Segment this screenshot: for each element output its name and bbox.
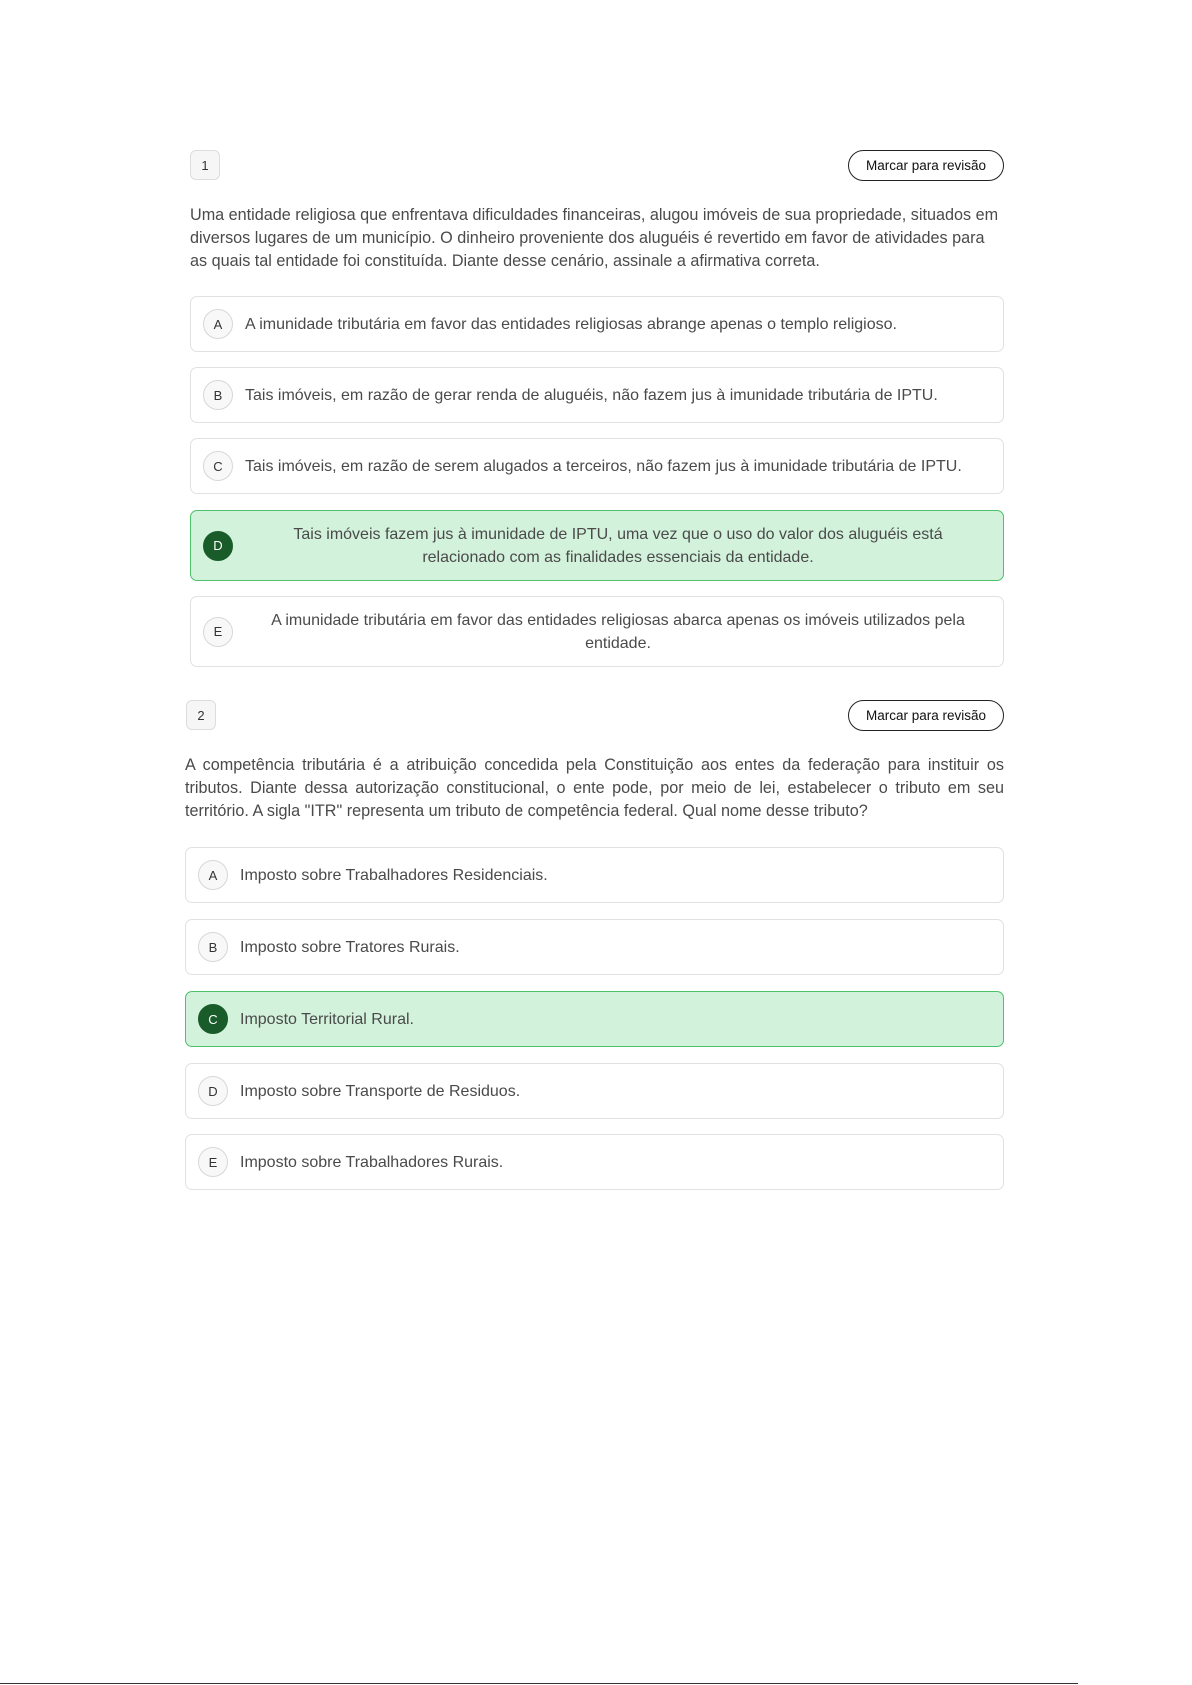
option-letter-badge: B: [198, 932, 228, 962]
option-text: Imposto sobre Trabalhadores Residenciais.: [240, 866, 548, 884]
option-text: Imposto Territorial Rural.: [240, 1010, 414, 1028]
question-1-header: [190, 149, 1004, 181]
option-letter-badge: A: [198, 860, 228, 890]
option-letter-badge: E: [203, 617, 233, 647]
question-2-option-d[interactable]: [185, 1063, 1004, 1119]
question-2-statement: A competência tributária é a atribuição concedida pela Constituição aos entes da federação para instituir os tributos. Diante dessa autorização constitucional, o ente pode, por meio de lei, estabelecer o tributo em seu território. A sigla "ITR" representa um tributo de competência federal. Qual nome desse tributo?: [185, 756, 1004, 820]
option-text: A imunidade tributária em favor das entidades religiosas abarca apenas os imóveis utilizados pela entidade.: [271, 611, 965, 652]
option-text: Tais imóveis fazem jus à imunidade de IPTU, uma vez que o uso do valor dos aluguéis está relacionado com as finalidades essenciais da entidade.: [293, 525, 943, 566]
question-2-option-c-selected[interactable]: [185, 991, 1004, 1047]
option-text: Tais imóveis, em razão de serem alugados a terceiros, não fazem jus à imunidade tributária de IPTU.: [245, 457, 962, 475]
page-bottom-divider: [0, 1683, 1078, 1684]
option-text: Imposto sobre Trabalhadores Rurais.: [240, 1153, 504, 1171]
option-letter-badge: A: [203, 309, 233, 339]
question-1-option-e[interactable]: [190, 596, 1004, 667]
option-letter-badge: E: [198, 1147, 228, 1177]
question-2-option-b[interactable]: [185, 919, 1004, 975]
option-text: Imposto sobre Tratores Rurais.: [240, 938, 460, 956]
question-1-option-a[interactable]: [190, 296, 1004, 352]
option-text: Tais imóveis, em razão de gerar renda de aluguéis, não fazem jus à imunidade tributária de IPTU.: [245, 386, 938, 404]
question-1-statement: Uma entidade religiosa que enfrentava dificuldades financeiras, alugou imóveis de sua propriedade, situados em diversos lugares de um município. O dinheiro proveniente dos aluguéis é revertido em favor de atividades para as quais tal entidade foi constituída. Diante desse cenário, assinale a afirmativa correta.: [190, 206, 999, 270]
option-letter-badge: D: [198, 1076, 228, 1106]
mark-for-review-button[interactable]: Marcar para revisão: [848, 700, 1004, 731]
option-letter-badge: C: [198, 1004, 228, 1034]
question-1-option-c[interactable]: [190, 438, 1004, 494]
option-letter-badge: C: [203, 451, 233, 481]
option-letter-badge: B: [203, 380, 233, 410]
question-number: 2: [186, 700, 216, 730]
question-1-option-b[interactable]: [190, 367, 1004, 423]
option-text: Imposto sobre Transporte de Residuos.: [240, 1082, 521, 1100]
mark-for-review-button[interactable]: Marcar para revisão: [848, 150, 1004, 181]
option-text: A imunidade tributária em favor das entidades religiosas abrange apenas o templo religioso.: [245, 315, 897, 333]
question-1-option-d-selected[interactable]: [190, 510, 1004, 581]
question-2-option-a[interactable]: [185, 847, 1004, 903]
question-2-option-e[interactable]: [185, 1134, 1004, 1190]
question-number: 1: [190, 150, 220, 180]
option-letter-badge: D: [203, 531, 233, 561]
question-2-header: [186, 699, 1004, 731]
